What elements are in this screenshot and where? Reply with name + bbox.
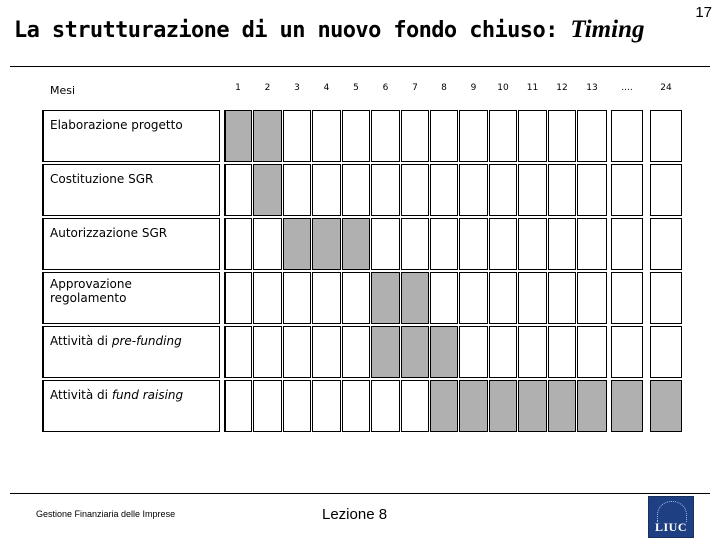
gantt-cell	[489, 110, 517, 162]
activity-label	[42, 326, 220, 378]
gantt-cell-active	[371, 272, 400, 324]
gantt-cell	[283, 272, 311, 324]
gantt-cell	[577, 164, 607, 216]
month-header: 5	[353, 83, 359, 93]
gantt-cell	[518, 326, 547, 378]
gantt-cell	[650, 110, 682, 162]
month-header: 10	[497, 83, 509, 93]
gantt-cell	[489, 218, 517, 270]
gantt-cell	[312, 164, 341, 216]
month-header: 12	[556, 83, 568, 93]
activity-label-text	[50, 334, 182, 348]
month-header: 6	[382, 83, 389, 93]
gantt-cell	[518, 218, 547, 270]
month-header: 3	[294, 83, 300, 93]
gantt-cell-active	[283, 218, 311, 270]
gantt-cell	[548, 164, 576, 216]
gantt-cell-active	[577, 380, 607, 432]
gantt-cell	[611, 272, 643, 324]
gantt-cell-active	[224, 110, 252, 162]
gantt-cell-active	[611, 380, 643, 432]
month-header: 13	[586, 83, 598, 93]
gantt-cell-active	[650, 380, 682, 432]
gantt-cell	[224, 326, 252, 378]
gantt-cell	[312, 326, 341, 378]
gantt-cell	[342, 164, 370, 216]
activity-label-text	[50, 277, 170, 305]
gantt-cell	[650, 272, 682, 324]
gantt-cell	[371, 380, 400, 432]
gantt-cell	[459, 272, 488, 324]
month-header: 4	[323, 83, 330, 93]
gantt-cell	[283, 326, 311, 378]
gantt-cell-active	[312, 218, 341, 270]
slide-title-main: La strutturazione di un nuovo fondo chiuso:	[14, 18, 571, 43]
gantt-cell	[401, 218, 429, 270]
gantt-cell	[577, 326, 607, 378]
activity-label-text	[50, 226, 167, 240]
gantt-cell	[224, 218, 252, 270]
gantt-cell-active	[342, 218, 370, 270]
gantt-cell-active	[518, 380, 547, 432]
gantt-cell	[548, 218, 576, 270]
gantt-cell	[342, 272, 370, 324]
gantt-cell-active	[430, 326, 458, 378]
gantt-grid	[224, 110, 684, 436]
page-number: 17	[695, 4, 712, 21]
month-header: ....	[621, 83, 633, 93]
footer-course: Gestione Finanziaria delle Imprese	[36, 509, 176, 519]
gantt-cell	[577, 272, 607, 324]
gantt-cell	[489, 164, 517, 216]
gantt-cell	[650, 326, 682, 378]
activity-label-emphasis: fund raising	[111, 388, 184, 402]
gantt-cell	[518, 164, 547, 216]
liuc-logo	[648, 496, 694, 538]
month-header: 24	[660, 83, 672, 93]
gantt-cell-active	[401, 272, 429, 324]
gantt-header-label: Mesi	[50, 84, 76, 97]
gantt-cell	[518, 110, 547, 162]
month-header: 8	[441, 83, 447, 93]
gantt-cell	[459, 164, 488, 216]
month-header: 1	[235, 83, 241, 93]
gantt-cell	[611, 326, 643, 378]
month-header: 11	[526, 83, 539, 93]
gantt-cell	[459, 110, 488, 162]
gantt-cell	[401, 110, 429, 162]
activity-label-main: Attività di	[50, 334, 112, 348]
gantt-cell	[224, 380, 252, 432]
gantt-cell	[548, 110, 576, 162]
title-divider	[10, 66, 710, 67]
gantt-cell	[224, 272, 252, 324]
activity-label-text	[50, 172, 153, 186]
activity-label-main: Approvazione regolamento	[50, 277, 132, 305]
gantt-cell	[430, 272, 458, 324]
gantt-cell	[283, 110, 311, 162]
gantt-cell	[312, 272, 341, 324]
activity-label	[42, 218, 220, 270]
gantt-cell	[342, 380, 370, 432]
activity-label-emphasis: pre-funding	[111, 334, 182, 348]
activity-label-text	[50, 388, 183, 402]
activity-label-main: Autorizzazione SGR	[50, 226, 168, 240]
gantt-cell	[650, 164, 682, 216]
gantt-cell-active	[253, 110, 282, 162]
gantt-cell	[430, 110, 458, 162]
activity-label-main: Elaborazione progetto	[50, 118, 183, 132]
footer-divider	[10, 493, 710, 494]
gantt-cell-active	[459, 380, 488, 432]
slide-title-emphasis: Timing	[570, 16, 645, 43]
gantt-cell	[518, 272, 547, 324]
logo-stars-arc	[657, 501, 687, 522]
gantt-cell	[430, 164, 458, 216]
gantt-cell	[489, 272, 517, 324]
activity-label	[42, 110, 220, 162]
gantt-cell	[253, 272, 282, 324]
gantt-cell	[283, 164, 311, 216]
gantt-cell-active	[401, 326, 429, 378]
gantt-cell	[650, 218, 682, 270]
gantt-cell	[253, 218, 282, 270]
gantt-cell	[548, 272, 576, 324]
activity-label-main: Attività di	[50, 388, 112, 402]
activity-label	[42, 380, 220, 432]
slide-title	[14, 16, 644, 44]
gantt-cell	[489, 326, 517, 378]
gantt-cell	[342, 326, 370, 378]
logo-text: LIUC	[654, 520, 687, 534]
gantt-cell	[283, 380, 311, 432]
gantt-cell	[371, 218, 400, 270]
gantt-cell-active	[489, 380, 517, 432]
gantt-cell	[577, 218, 607, 270]
gantt-cell	[371, 164, 400, 216]
gantt-cell	[611, 164, 643, 216]
gantt-cell	[224, 164, 252, 216]
month-header: 2	[264, 83, 271, 93]
gantt-cell	[430, 218, 458, 270]
gantt-cell	[342, 110, 370, 162]
gantt-cell	[312, 380, 341, 432]
gantt-cell	[459, 326, 488, 378]
gantt-cell-active	[548, 380, 576, 432]
gantt-cell-active	[371, 326, 400, 378]
gantt-cell	[371, 110, 400, 162]
gantt-cell-active	[253, 164, 282, 216]
footer-lesson: Lezione 8	[322, 506, 388, 523]
activity-label	[42, 164, 220, 216]
gantt-cell	[401, 380, 429, 432]
activity-label	[42, 272, 220, 324]
gantt-cell	[611, 218, 643, 270]
gantt-cell	[577, 110, 607, 162]
gantt-cell	[459, 218, 488, 270]
activity-label-main: Costituzione SGR	[50, 172, 154, 186]
gantt-cell	[611, 110, 643, 162]
month-header: 9	[470, 83, 477, 93]
gantt-cell	[401, 164, 429, 216]
gantt-cell-active	[430, 380, 458, 432]
activity-label-text	[50, 118, 183, 132]
gantt-cell	[253, 380, 282, 432]
gantt-cell	[253, 326, 282, 378]
gantt-cell	[548, 326, 576, 378]
gantt-cell	[312, 110, 341, 162]
month-header: 7	[412, 83, 418, 93]
